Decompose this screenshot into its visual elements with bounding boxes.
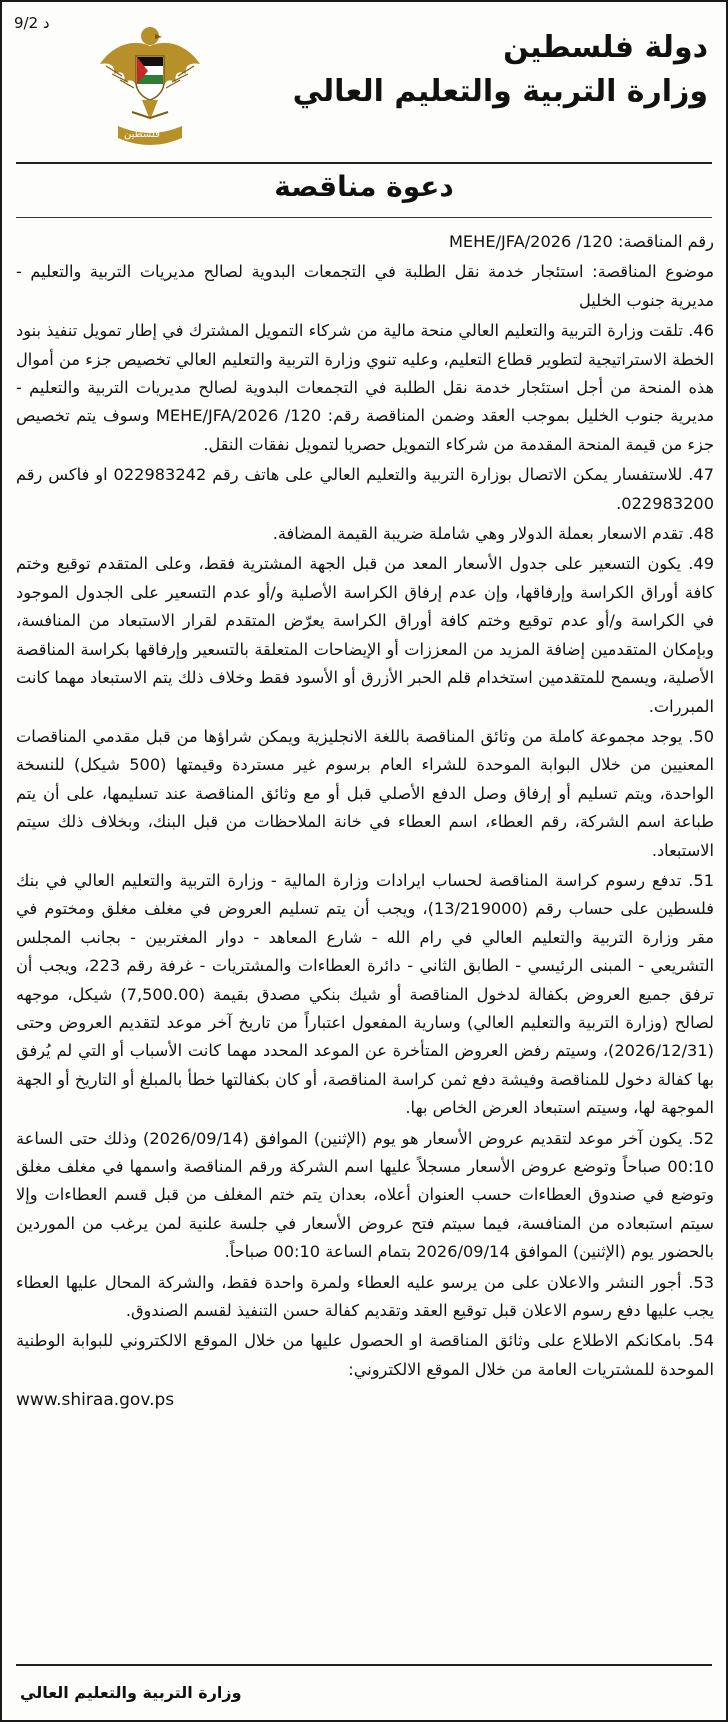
clause-47: 47. للاستفسار يمكن الاتصال بوزارة التربية والتعليم العالي على هاتف رقم 022983242 او فاكس رقم 022983200. [16,465,715,513]
clause-48: 48. تقدم الاسعار بعملة الدولار وهي شاملة ضريبة القيمة المضافة. [272,524,714,544]
footer-ministry-name: وزارة التربية والتعليم العالي [20,1683,242,1702]
emblem-banner-text: فلسطين [124,129,160,140]
clause-54: 54. بامكانكم الاطلاع على وثائق المناقصة او الحصول عليها من خلال الموقع الالكتروني للبوابة الوطنية الموحدة للمشتريات العامة من خلال الموقع الالكتروني: [16,1331,714,1379]
clause-50: 50. يوجد مجموعة كاملة من وثائق المناقصة باللغة الانجليزية ويمكن شراؤها من قبل مقدمي المناقصات المعنيين من خلال البوابة الموحدة للشراء العام برسوم غير مستردة وقيمتها (500 شيكل) للنسخة الواحدة، ويتم تسليم أو إرفاق وصل الدفع الأصلي قبل أو مع وثائق المناقصة عند تسليمها، على أن يتم طباعة اسم الشركة، رقم العطاء، اسم العطاء في خانة الملاحظات من قبل البنك، وبخلاف ذلك سيتم الاستبعاد. [16,726,715,860]
tender-body [16,228,714,1415]
clause-52: 52. يكون آخر موعد لتقديم عروض الأسعار هو يوم (الإثنين) الموافق (2026/09/14) وذلك حتى الساعة 00:10 صباحاً وتوضع عروض الأسعار مسجلاً عليها اسم الشركة ورقم المناقصة واسمها في مغلف مغلق وتوضع في صندوق العطاءات حسب العنوان أعلاه، بعدان يتم ختم المغلف من قبل قسم العطاءات وإلا سيتم استبعاده من المنافسة، فيما سيتم فتح عروض الأسعار في جلسة علنية لمن يرغب من الموردين بالحضور يوم (الإثنين) الموافق 2026/09/14 بتمام الساعة 00:10 صباحاً. [16,1128,714,1262]
header-divider [16,162,712,164]
letterhead [20,16,708,156]
website-link[interactable]: www.shiraa.gov.ps [16,1390,175,1411]
ministry-name: وزارة التربية والتعليم العالي [292,74,708,109]
clause-46: 46. تلقت وزارة التربية والتعليم العالي منحة مالية من شركاء التمويل المشترك في إطار تمويل تنفيذ بنود الخطة الاستراتيجية لتطوير قطاع التعليم، وعليه تنوي وزارة التربية والتعليم العالي تخصيص جزء من أموال هذه المنحة من أجل استئجار خدمة نقل الطلبة في التجمعات البدوية لصالح مديريات التربية والتعليم - مديرية جنوب الخليل بموجب العقد وضمن المناقصة رقم: 120/ MEHE/JFA/2026 وسوف يتم تخصيص جزء من قيمة المنحة المقدمة من شركاء التمويل حصريا لتمويل نفقات النقل. [16,321,714,454]
letterhead-titles [293,26,708,114]
state-name: دولة فلسطين [503,30,708,65]
reference-number: د 9/2 [14,14,50,32]
tender-number: رقم المناقصة: 120/ MEHE/JFA/2026 [448,232,714,251]
document-title: دعوة مناقصة [274,170,454,203]
footer-divider [16,1664,712,1666]
tender-subject: موضوع المناقصة: استئجار خدمة نقل الطلبة في التجمعات البدوية لصالح مديريات التربية والتعليم - مديرية جنوب الخليل [16,262,714,310]
clause-51: 51. تدفع رسوم كراسة المناقصة لحساب ايرادات وزارة المالية - وزارة التربية والتعليم العالي في بنك فلسطين على حساب رقم (13/219000)، ويجب أن يتم تسليم العروض في مغلف مغلق ومختوم في مقر وزارة التربية والتعليم العالي في رام الله - شارع المعاهد - دوار المغتربين - بجانب المجلس التشريعي - المبنى الرئيسي - الطابق الثاني - دائرة العطاءات والمشتريات - غرفة رقم 223، ويجب أن ترفق جميع العروض بكفالة لدخول المناقصة أو شيك بنكي مصدق بقيمة (7,500.00) شيكل، موجهه لصالح (وزارة التربية والتعليم العالي) وسارية المفعول اعتباراً من تاريخ آخر موعد لتقديم العروض وحتى (2026/12/31)، وسيتم رفض العروض المتأخرة عن الموعد المحدد مهما كانت الأسباب أو التي لم يُرفق بها كفالة دخول للمناقصة وفيشة دفع ثمن كراسة المناقصة، أو كان بكفالتها خطأ بالمبلغ أو التاريخ أو الجهة الموجهة لها، وسيتم استبعاد العرض الخاص بها. [16,870,714,1118]
clause-53: 53. أجور النشر والاعلان على من يرسو عليه العطاء ولمرة واحدة فقط، والشركة المحال عليها العطاء يجب عليها دفع رسوم الاعلان قبل توقيع العقد وتقديم كفالة حسن التنفيذ لقسم الصندوق. [16,1272,714,1321]
clause-49: 49. يكون التسعير على جدول الأسعار المعد من قبل الجهة المشترية فقط، وعلى المتقدم توقيع وختم كافة أوراق الكراسة وإرفاقها، وإن عدم إرفاق الكراسة الأصلية و/أو عدم التسعير على الجدول الموجود في الكراسة و/أو عدم توقيع وختم كافة أوراق الكراسة يعرّض المتقدم لقرار الاستبعاد من المنافسة، وبإمكان المتقدمين إضافة المزيد من المعززات أو الإيضاحات المتعلقة بالتسعير وإرفاقها بكراسة المناقصة الأصلية، ويسمح للمتقدمين استخدام قلم الحبر الأزرق أو الأسود فقط وخلاف ذلك يتم الاستبعاد مهما كانت المبررات. [16,554,714,716]
title-divider [16,217,712,218]
